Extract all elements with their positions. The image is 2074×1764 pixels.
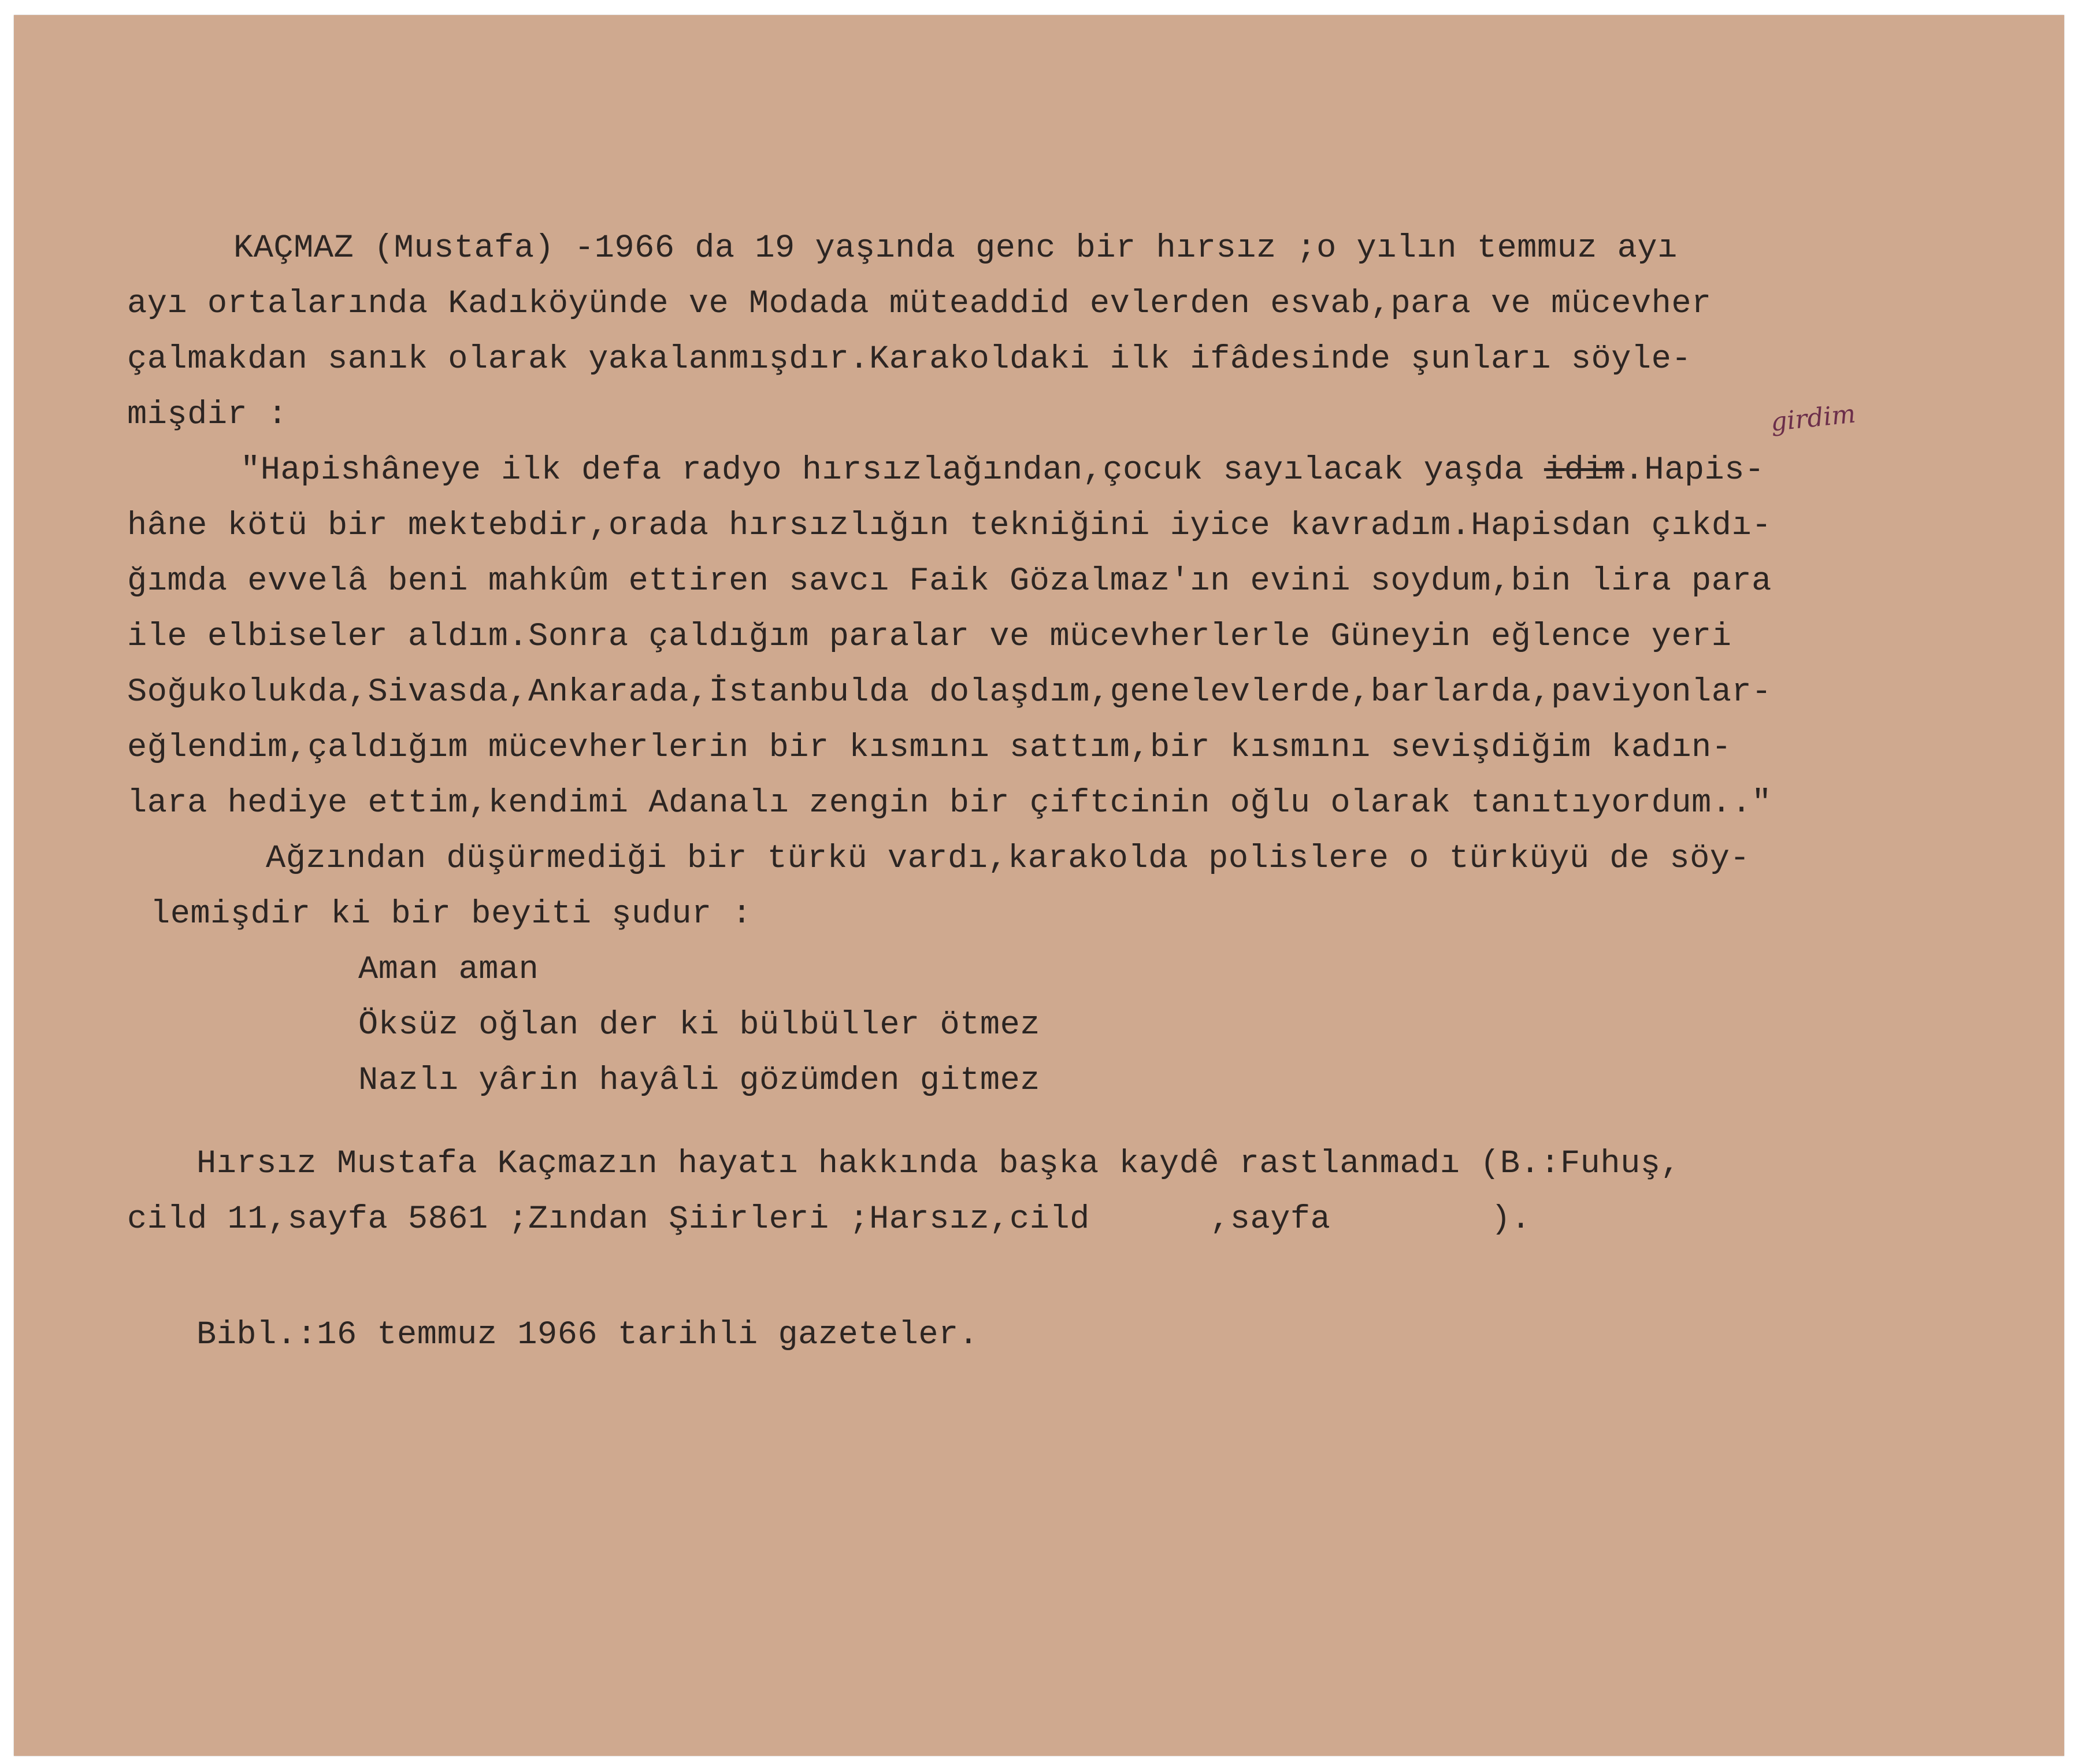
- text-line-18: cild 11,sayfa 5861 ;Zından Şiirleri ;Harsız,cild ,sayfa ).: [127, 1201, 1531, 1238]
- text-line-9: Soğukolukda,Sivasda,Ankarada,İstanbulda dolaşdım,genelevlerde,barlarda,paviyonlar-: [127, 674, 1772, 711]
- text-line-8: ile elbiseler aldım.Sonra çaldığım paralar ve mücevherlerle Güneyin eğlence yeri: [127, 618, 1732, 655]
- text-line-11: lara hediye ettim,kendimi Adanalı zengin bir çiftcinin oğlu olarak tanıtıyordum..": [127, 785, 1772, 822]
- index-card: [14, 15, 2064, 1756]
- text-line-17: Hırsız Mustafa Kaçmazın hayatı hakkında başka kaydê rastlanmadı (B.:Fuhuş,: [196, 1146, 1681, 1183]
- text-line-13: lemişdir ki bir beyiti şudur :: [150, 896, 752, 933]
- typed-text: [14, 15, 1772, 1354]
- text-line-1: KAÇMAZ (Mustafa) -1966 da 19 yaşında genc bir hırsız ;o yılın temmuz ayı: [233, 230, 1678, 267]
- text-line-5-start: "Hapishâneye ilk defa radyo hırsızlağından,çocuk sayılacak yaşda: [240, 452, 1544, 489]
- verse-line-3: Nazlı yârin hayâli gözümden gitmez: [358, 1062, 1040, 1099]
- verse-line-2: Öksüz oğlan der ki bülbüller ötmez: [358, 1007, 1040, 1044]
- text-line-10: eğlendim,çaldığım mücevherlerin bir kısmını sattım,bir kısmını sevişdiğim kadın-: [127, 729, 1732, 766]
- text-line-5: [240, 443, 1765, 498]
- text-line-12: Ağzından düşürmediği bir türkü vardı,karakolda polislere o türküyü de söy-: [266, 840, 1750, 877]
- bibliography-line: Bibl.:16 temmuz 1966 tarihli gazeteler.: [196, 1317, 979, 1354]
- text-line-6: hâne kötü bir mektebdir,orada hırsızlığın tekniğini iyice kavradım.Hapisdan çıkdı-: [127, 507, 1772, 544]
- text-line-3: çalmakdan sanık olarak yakalanmışdır.Karakoldaki ilk ifâdesinde şunları söyle-: [127, 341, 1692, 378]
- struck-word: idim: [1544, 452, 1624, 489]
- verse-line-1: Aman aman: [358, 951, 539, 988]
- text-line-7: ğımda evvelâ beni mahkûm ettiren savcı Faik Gözalmaz'ın evini soydum,bin lira para: [127, 563, 1772, 600]
- handwritten-correction: girdim: [1769, 399, 1857, 438]
- text-line-5-end: .Hapis-: [1624, 452, 1765, 489]
- text-line-4: mişdir :: [127, 396, 288, 433]
- text-line-2: ayı ortalarında Kadıköyünde ve Modada müteaddid evlerden esvab,para ve mücevher: [127, 286, 1712, 323]
